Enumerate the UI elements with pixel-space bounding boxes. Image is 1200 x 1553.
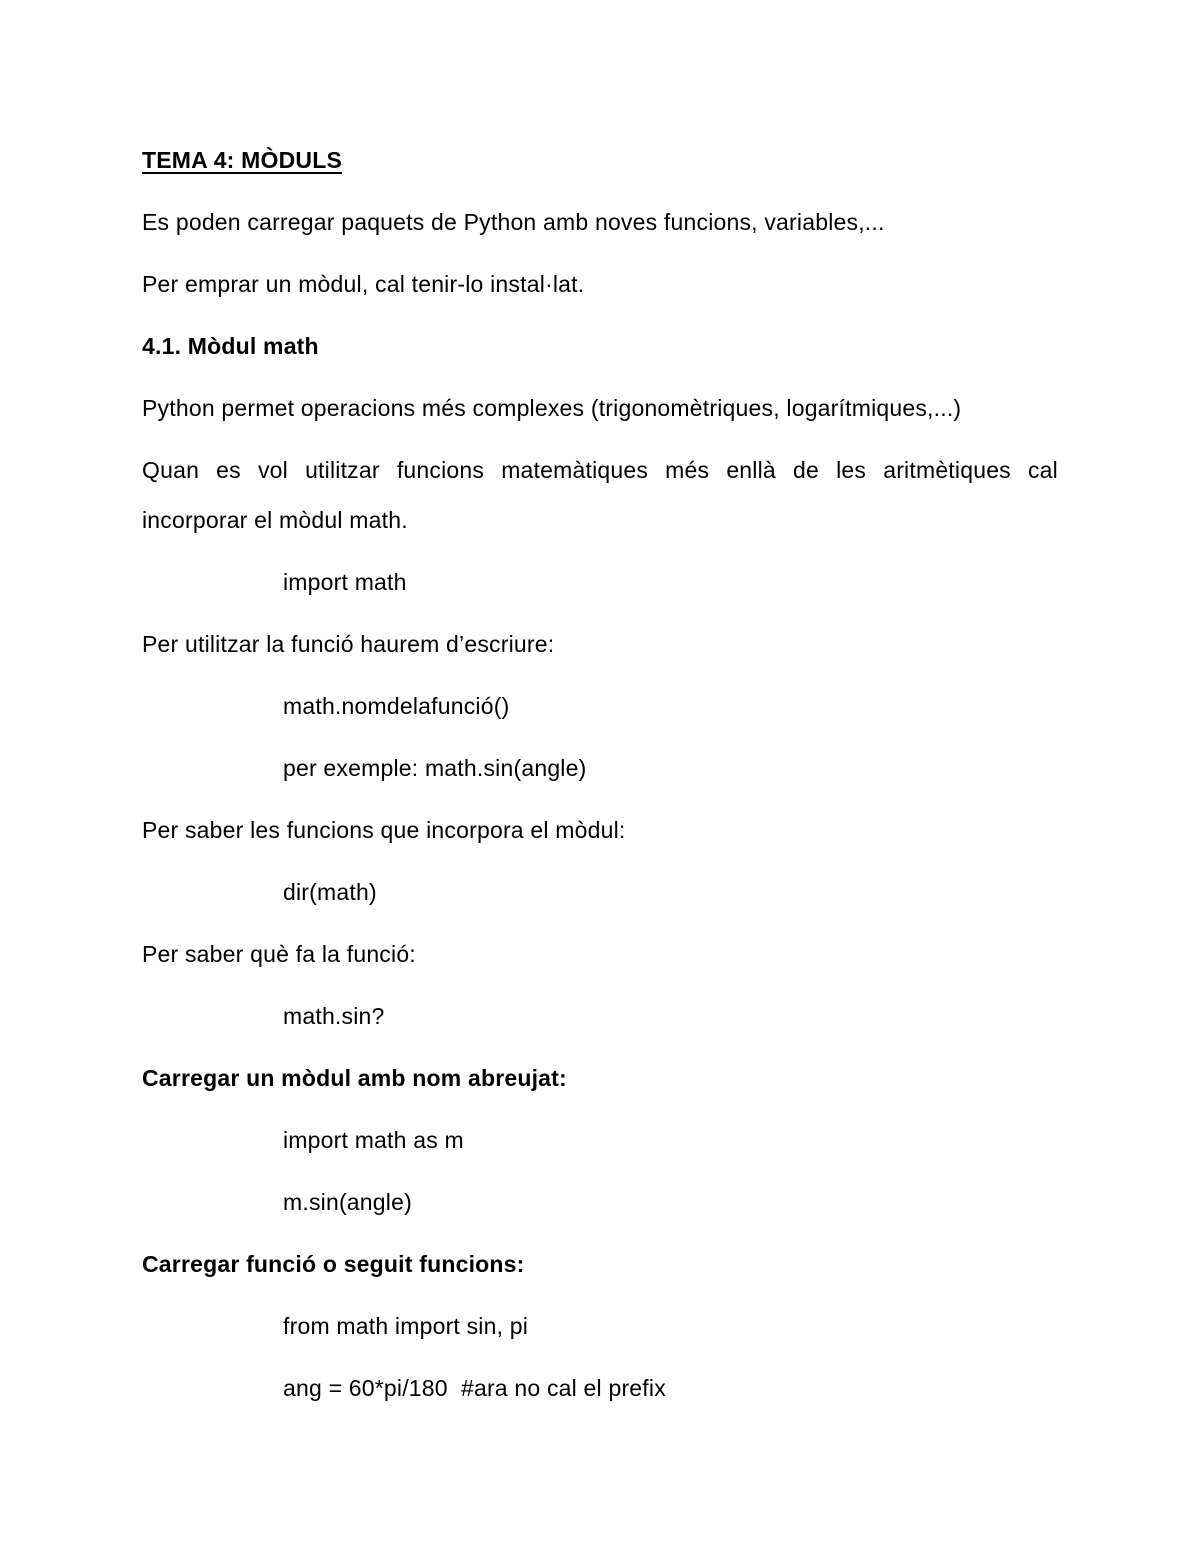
code-help: math.sin? [283,1003,385,1029]
code-function-call: math.nomdelafunció() [283,693,510,719]
subheading-from-import: Carregar funció o seguit funcions: [142,1251,525,1277]
code-angle: ang = 60*pi/180 #ara no cal el prefix [283,1375,666,1401]
section-heading: 4.1. Mòdul math [142,333,319,359]
code-from-import: from math import sin, pi [283,1313,529,1339]
paragraph-list-functions: Per saber les funcions que incorpora el mòdul: [142,817,626,843]
code-import-alias: import math as m [283,1127,464,1153]
intro-paragraph-1: Es poden carregar paquets de Python amb noves funcions, variables,... [142,209,885,235]
paragraph-operations: Python permet operacions més complexes (trigonomètriques, logarítmiques,...) [142,395,962,421]
paragraph-help: Per saber què fa la funció: [142,941,416,967]
code-alias-usage: m.sin(angle) [283,1189,412,1215]
paragraph-math-line-2: incorporar el mòdul math. [142,507,408,533]
paragraph-math-line-1: Quan es vol utilitzar funcions matemàtiques més enllà de les aritmètiques cal [142,457,1058,483]
code-example: per exemple: math.sin(angle) [283,755,587,781]
intro-paragraph-2: Per emprar un mòdul, cal tenir-lo instal·lat. [142,271,585,297]
code-import: import math [283,569,407,595]
code-dir: dir(math) [283,879,377,905]
page-title: TEMA 4: MÒDULS [142,147,342,173]
subheading-alias: Carregar un mòdul amb nom abreujat: [142,1065,567,1091]
paragraph-usage: Per utilitzar la funció haurem d’escriure: [142,631,555,657]
